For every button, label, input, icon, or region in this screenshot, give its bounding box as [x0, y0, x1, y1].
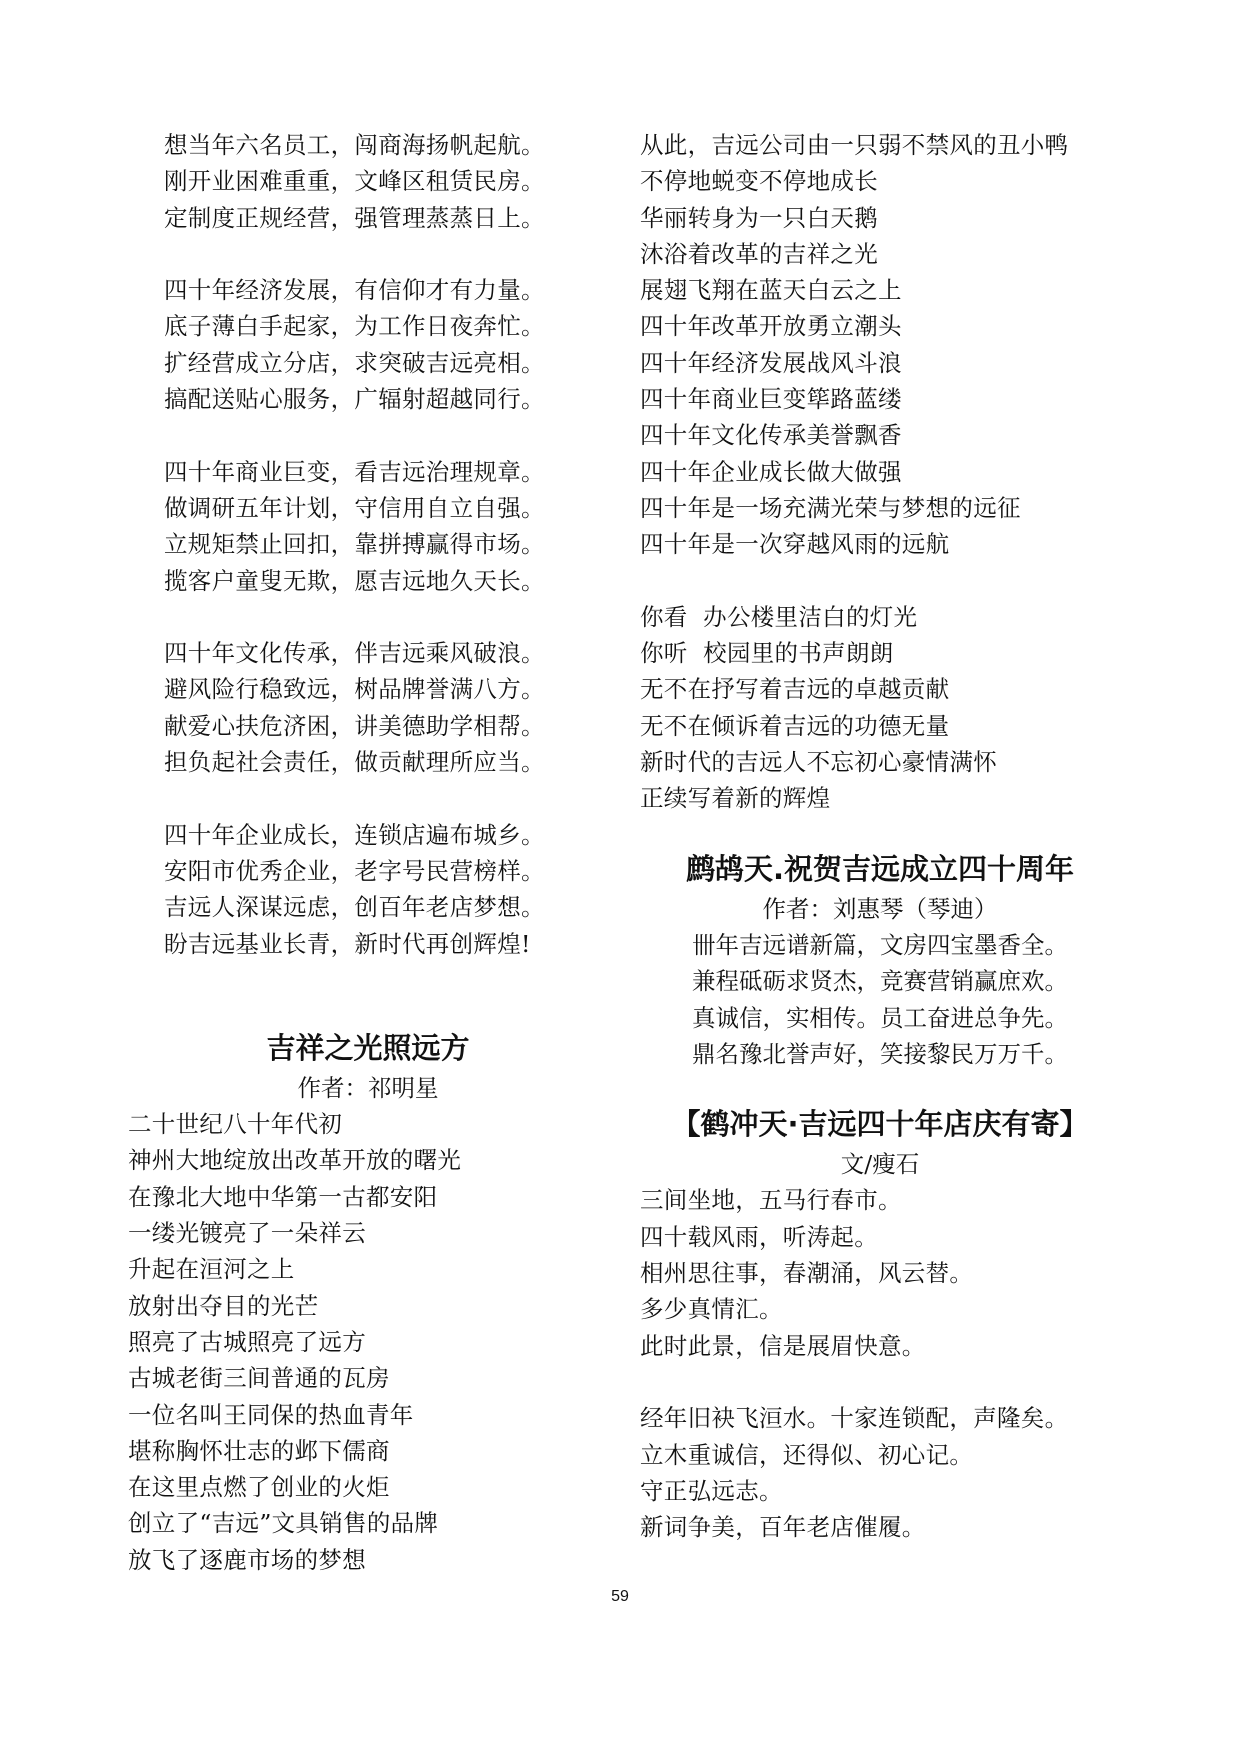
poem-author: 文/瘦石: [840, 1150, 920, 1179]
poem-line: 立木重诚信，还得似、初心记。: [640, 1440, 974, 1469]
poem-author: 作者：刘惠琴（琴迪）: [762, 894, 998, 923]
poem-line: 经年旧袂飞洹水。十家连锁配，声隆矣。: [640, 1404, 1069, 1433]
poem-line: 放射出夺目的光芒: [128, 1291, 319, 1320]
poem-author: 作者：祁明星: [297, 1073, 439, 1102]
page-number: 59: [611, 1588, 629, 1605]
poem-stanza: [128, 127, 608, 236]
poem-line: 正续写着新的辉煌: [640, 784, 831, 813]
poem-line: 扩经营成立分店，求突破吉远亮相。: [164, 348, 545, 377]
poem-line: 立规矩禁止回扣，靠拼搏赢得市场。: [164, 530, 545, 559]
poem-body: [128, 1106, 608, 1578]
poem-line: 新时代的吉远人不忘初心豪情满怀: [640, 748, 997, 777]
poem-line: 你听 校园里的书声朗朗: [640, 639, 894, 668]
poem-line: 吉远人深谋远虑，创百年老店梦想。: [164, 893, 545, 922]
poem-title: 【鹤冲天·吉远四十年店庆有寄】: [671, 1107, 1089, 1142]
poem-line: 神州大地绽放出改革开放的曙光: [128, 1146, 462, 1175]
poem-line: 三间坐地，五马行春市。: [640, 1186, 902, 1215]
right-column: [640, 127, 1120, 1545]
poem-line: 四十年是一场充满光荣与梦想的远征: [640, 493, 1021, 522]
poem-line: 四十年经济发展战风斗浪: [640, 348, 902, 377]
poem-line: 一位名叫王同保的热血青年: [128, 1400, 414, 1429]
poem-line: 四十年经济发展，有信仰才有力量。: [164, 276, 545, 305]
poem-line: 做调研五年计划，守信用自立自强。: [164, 493, 545, 522]
poem-line: 四十年商业巨变，看吉远治理规章。: [164, 457, 545, 486]
poem-line: 四十载风雨，听涛起。: [640, 1222, 878, 1251]
poem-line: 照亮了古城照亮了远方: [128, 1327, 366, 1356]
poem-line: 一缕光镀亮了一朵祥云: [128, 1219, 366, 1248]
poem-line: 此时此景，信是展眉快意。: [640, 1331, 926, 1360]
poem-line: 多少真情汇。: [640, 1295, 783, 1324]
poem-line: 升起在洹河之上: [128, 1255, 295, 1284]
poem-title: 鹧鸪天.祝贺吉远成立四十周年: [685, 851, 1075, 886]
poem-line: 四十年企业成长，连锁店遍布城乡。: [164, 820, 545, 849]
poem-line: 真诚信，实相传。员工奋进总争先。: [692, 1003, 1068, 1032]
poem-stanza: [640, 599, 1120, 817]
poem-stanza: [128, 272, 608, 417]
poem-line: 沐浴着改革的吉祥之光: [640, 239, 878, 268]
poem-line: 四十年是一次穿越风雨的远航: [640, 530, 950, 559]
poem-line: 展翅飞翔在蓝天白云之上: [640, 276, 902, 305]
poem-body: [640, 927, 1120, 1072]
poem-line: 华丽转身为一只白天鹅: [640, 203, 878, 232]
poem-line: 安阳市优秀企业，老字号民营榜样。: [164, 856, 545, 885]
poem-line: 四十年企业成长做大做强: [640, 457, 902, 486]
poem-line: 在这里点燃了创业的火炬: [128, 1473, 390, 1502]
poem-stanza: [128, 635, 608, 780]
poem-line: 二十世纪八十年代初: [128, 1110, 343, 1139]
poem-line: 兼程砥砺求贤杰，竞赛营销赢庶欢。: [692, 967, 1068, 996]
poem-line: 避风险行稳致远，树品牌誉满八方。: [164, 675, 545, 704]
poem-line: 四十年文化传承，伴吉远乘风破浪。: [164, 639, 545, 668]
poem-stanza: [640, 1400, 1120, 1545]
poem-line: 底子薄白手起家，为工作日夜奔忙。: [164, 312, 545, 341]
poem-line: 想当年六名员工，闯商海扬帆起航。: [164, 131, 545, 159]
poem-line: 创立了“吉远”文具销售的品牌: [128, 1509, 439, 1538]
poem-line: 献爱心扶危济困，讲美德助学相帮。: [164, 711, 545, 740]
poem-line: 守正弘远志。: [640, 1476, 783, 1505]
poem-line: 无不在倾诉着吉远的功德无量: [640, 711, 950, 740]
poem-line: 堪称胸怀壮志的邺下儒商: [128, 1436, 390, 1465]
poem-line: 鼎名豫北誉声好，笑接黎民万万千。: [692, 1039, 1068, 1068]
poem-line: 古城老街三间普通的瓦房: [128, 1364, 390, 1393]
poem-stanza: [640, 1182, 1120, 1363]
poem-stanza: [640, 127, 1120, 563]
poem-line: 四十年商业巨变筚路蓝缕: [640, 385, 902, 414]
poem-line: 揽客户童叟无欺，愿吉远地久天长。: [164, 566, 545, 595]
poem-line: 刚开业困难重重，文峰区租赁民房。: [164, 167, 545, 196]
poem-line: 卌年吉远谱新篇，文房四宝墨香全。: [692, 930, 1068, 959]
poem-line: 无不在抒写着吉远的卓越贡献: [640, 675, 950, 704]
poem-stanza: [128, 817, 608, 962]
poem-line: 盼吉远基业长青，新时代再创辉煌!: [164, 929, 531, 958]
poem-line: 在豫北大地中华第一古都安阳: [128, 1182, 438, 1211]
poem-line: 不停地蜕变不停地成长: [640, 167, 878, 196]
poem-line: 你看 办公楼里洁白的灯光: [640, 602, 918, 631]
poem-line: 相州思往事，春潮涌，风云替。: [640, 1259, 974, 1288]
poem-line: 四十年改革开放勇立潮头: [640, 312, 902, 341]
poem-line: 搞配送贴心服务，广辐射超越同行。: [164, 385, 545, 414]
poem-line: 从此，吉远公司由一只弱不禁风的丑小鸭: [640, 131, 1069, 159]
poem-line: 放飞了逐鹿市场的梦想: [128, 1545, 366, 1574]
poem-title: 吉祥之光照远方: [266, 1030, 470, 1065]
poem-stanza: [128, 454, 608, 599]
poem-line: 定制度正规经营，强管理蒸蒸日上。: [164, 203, 545, 232]
poem-line: 新词争美，百年老店催履。: [640, 1513, 926, 1542]
poem-line: 四十年文化传承美誉飘香: [640, 421, 902, 450]
left-column: [128, 127, 608, 1578]
poem-line: 担负起社会责任，做贡献理所应当。: [164, 748, 545, 777]
